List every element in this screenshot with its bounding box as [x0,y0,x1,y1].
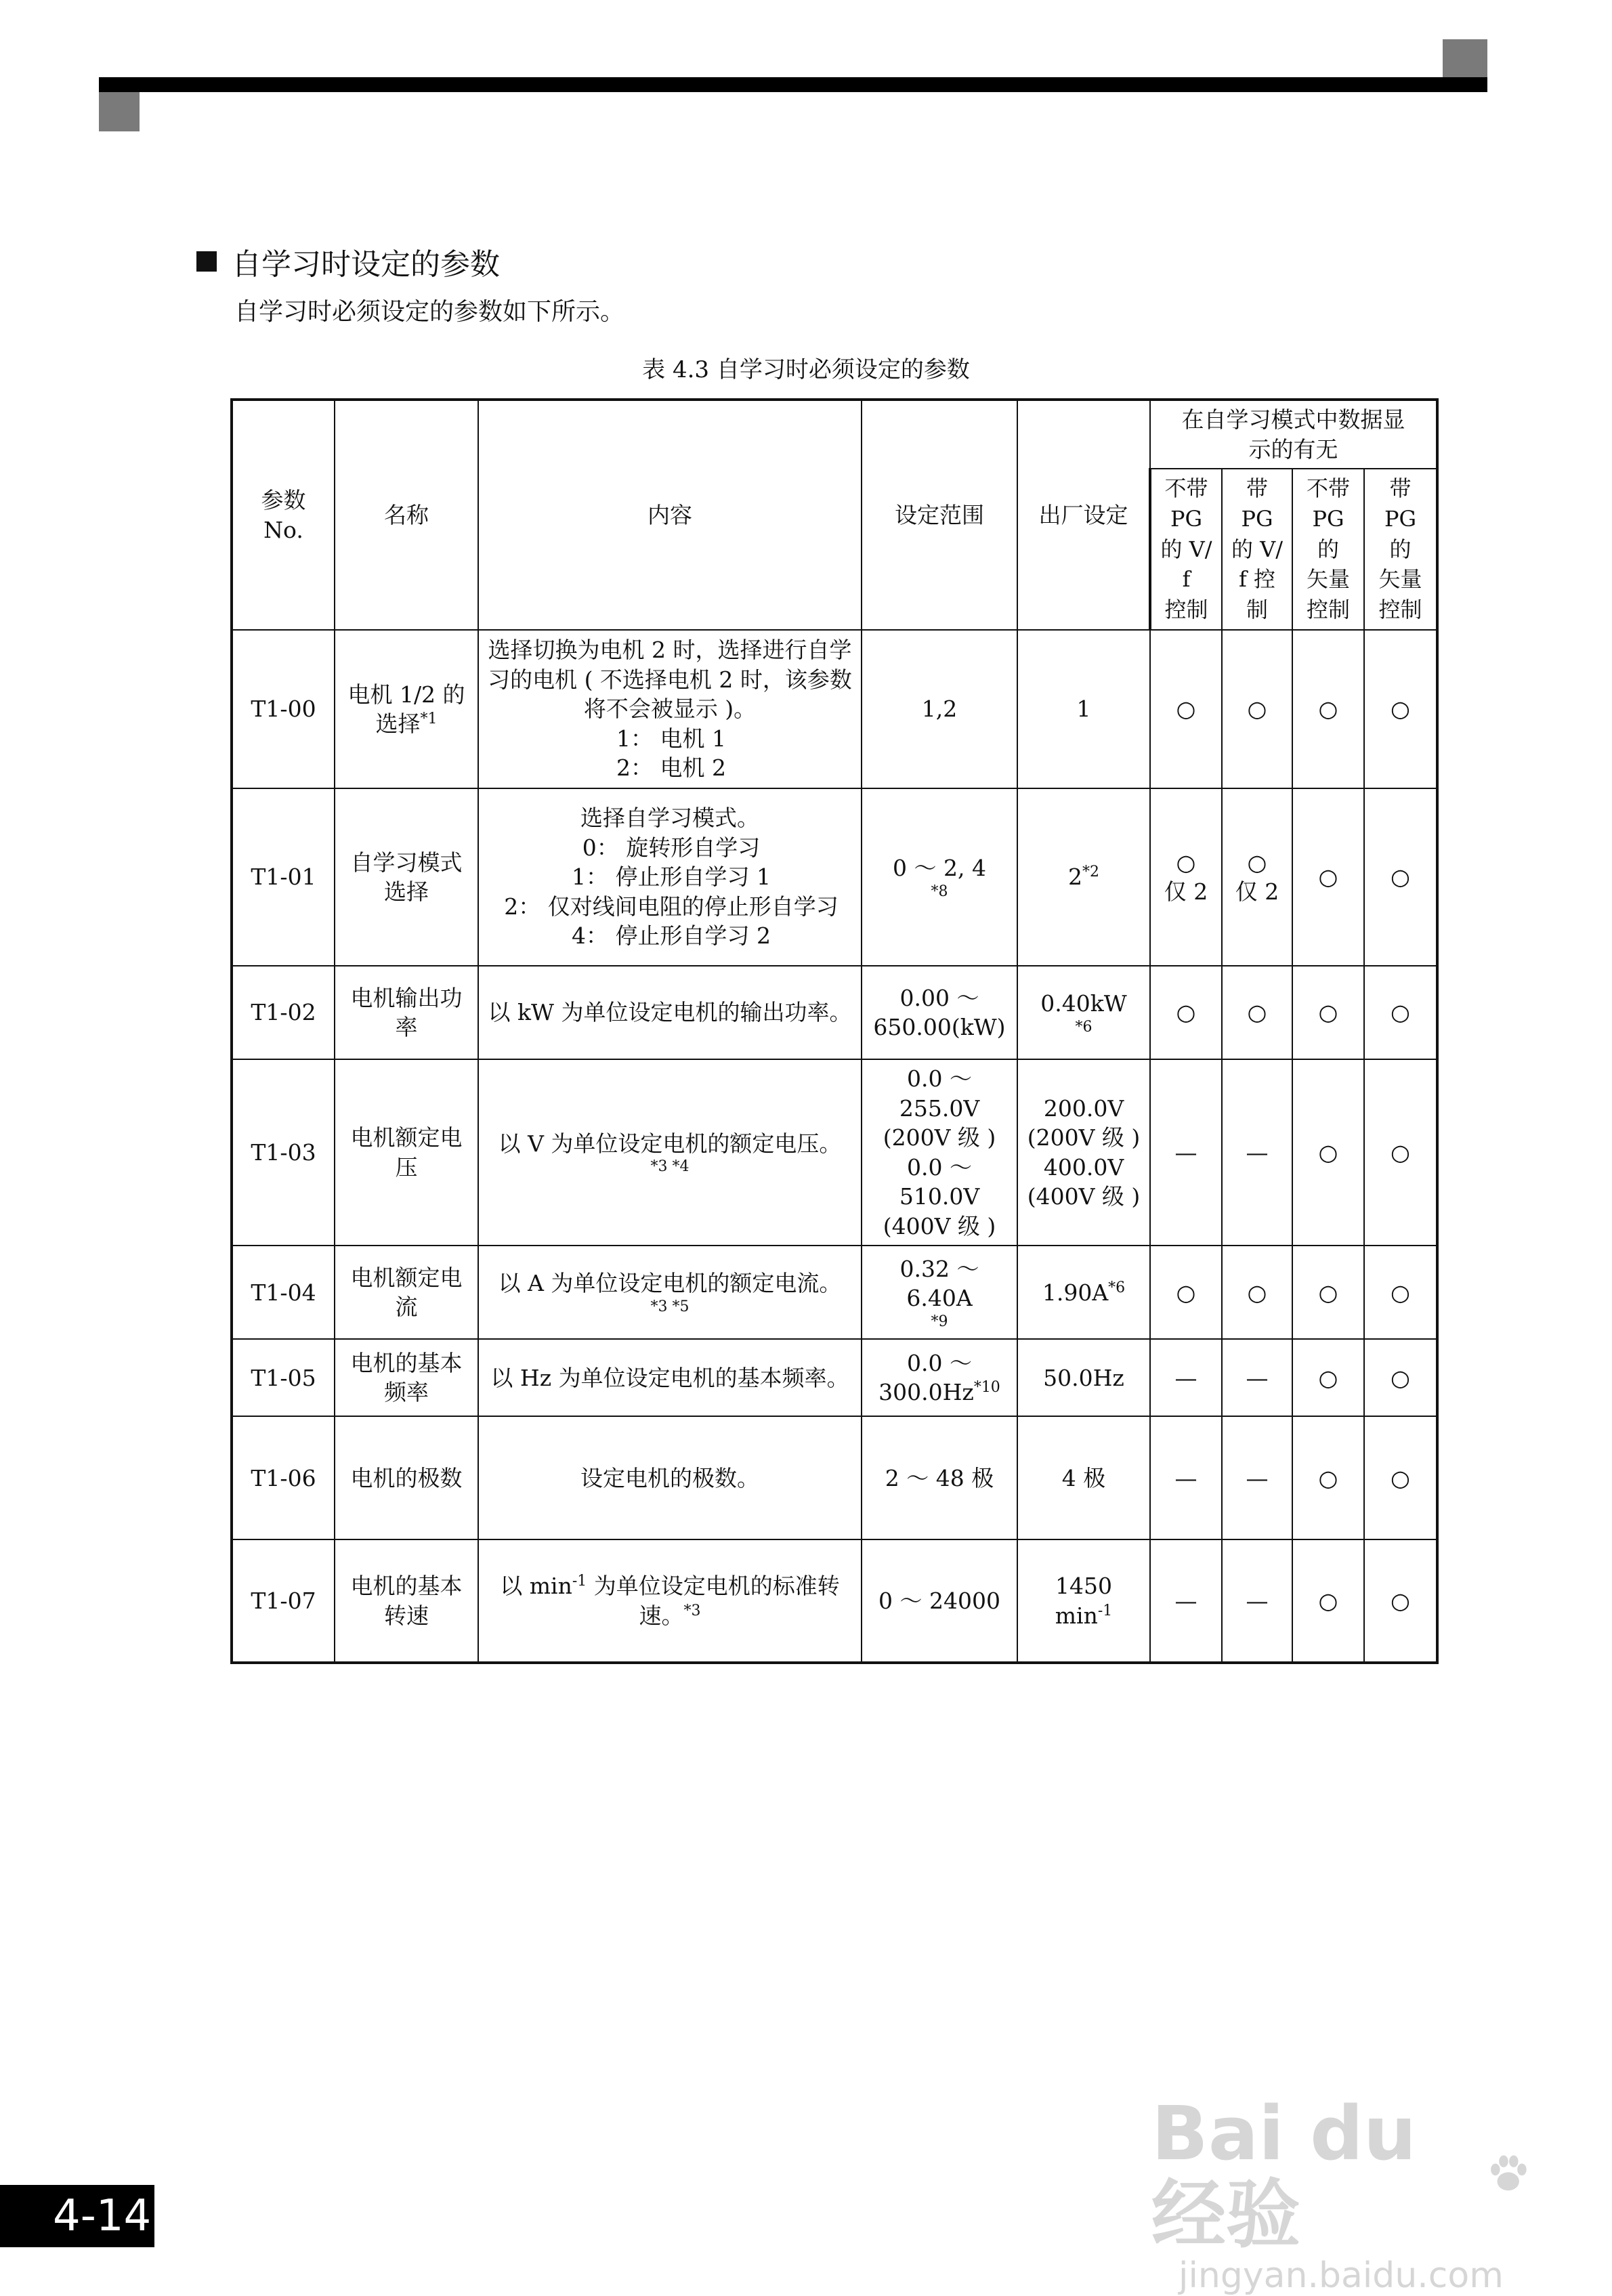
watermark-main [1151,2090,1531,2258]
display-mark-cell-4: ○ [1364,630,1437,788]
param-range-cell: 0.32 ～ 6.40A *9 [862,1246,1017,1339]
display-mark-cell-3: ○ [1292,1059,1364,1246]
display-mark-cell-4: ○ [1364,1246,1437,1339]
display-mark-cell-2: ○ [1222,966,1292,1059]
watermark [1151,2090,1531,2296]
param-name-cell: 电机额定电压 [335,1059,478,1246]
table-row [232,1416,1437,1539]
display-mark-cell-1: — [1150,1339,1222,1416]
header-range: 设定范围 [862,400,1017,630]
param-no-cell: T1-03 [232,1059,335,1246]
display-mark-cell-4: ○ [1364,1059,1437,1246]
param-content-cell: 以 Hz 为单位设定电机的基本频率。 [478,1339,862,1416]
table-row [232,1339,1437,1416]
display-mark-cell-1: — [1150,1059,1222,1246]
header-sub-2: 带 PG 的 V/ f 控 制 [1222,469,1292,630]
header-display-group: 在自学习模式中数据显 示的有无 [1150,400,1437,469]
param-range-cell: 1,2 [862,630,1017,788]
display-mark-cell-2: — [1222,1416,1292,1539]
table-row [232,1246,1437,1339]
display-mark-cell-1: ○ [1150,1246,1222,1339]
param-content-cell: 设定电机的极数。 [478,1416,862,1539]
param-content-cell: 以 A 为单位设定电机的额定电流。 *3 *5 [478,1246,862,1339]
display-mark-cell-2: ○ [1222,1246,1292,1339]
param-range-cell: 0.00 ～ 650.00(kW) [862,966,1017,1059]
display-mark-cell-4: ○ [1364,1339,1437,1416]
param-name-cell: 电机的基本转速 [335,1539,478,1663]
display-mark-cell-3: ○ [1292,966,1364,1059]
display-mark-cell-2: ○ 仅 2 [1222,788,1292,966]
param-no-cell: T1-00 [232,630,335,788]
param-content-cell: 选择切换为电机 2 时，选择进行自学习的电机 ( 不选择电机 2 时，该参数将不会被显示 )。 1： 电机 1 2： 电机 2 [478,630,862,788]
display-mark-cell-3: ○ [1292,788,1364,966]
display-mark-cell-1: ○ [1150,966,1222,1059]
param-factory-cell: 1450 min$^{-1}$ [1017,1539,1150,1663]
table-row [232,966,1437,1059]
param-content-cell: 选择自学习模式。 0： 旋转形自学习 1： 停止形自学习 1 2： 仅对线间电阻的停止形自学习 4： 停止形自学习 2 [478,788,862,966]
header-tab-square-right [1443,39,1487,77]
param-name-cell: 电机额定电流 [335,1246,478,1339]
section-heading-text: 自学习时设定的参数 [232,247,500,282]
display-mark-cell-3: ○ [1292,1539,1364,1663]
param-name-cell: 电机的基本频率 [335,1339,478,1416]
param-no-cell: T1-05 [232,1339,335,1416]
param-name-cell: 电机 1/2 的选择$^{*1}$ [335,630,478,788]
section-heading [196,240,500,283]
page-number: 4-14 [0,2185,154,2247]
table-caption: 表 4.3 自学习时必须设定的参数 [642,356,970,383]
header-rule [99,77,1487,92]
display-mark-cell-1: — [1150,1539,1222,1663]
display-mark-cell-3: ○ [1292,1246,1364,1339]
display-mark-cell-4: ○ [1364,1416,1437,1539]
param-factory-cell: 4 极 [1017,1416,1150,1539]
param-no-cell: T1-01 [232,788,335,966]
display-mark-cell-2: — [1222,1539,1292,1663]
section-intro: 自学习时必须设定的参数如下所示。 [234,298,625,326]
display-mark-cell-3: ○ [1292,1416,1364,1539]
param-factory-cell: 0.40kW *6 [1017,966,1150,1059]
param-no-cell: T1-04 [232,1246,335,1339]
header-name: 名称 [335,400,478,630]
header-content: 内容 [478,400,862,630]
table-row [232,630,1437,788]
param-range-cell: 0 ～ 2, 4 *8 [862,788,1017,966]
display-mark-cell-2: — [1222,1059,1292,1246]
header-sub-3: 不带 PG 的 矢量 控制 [1292,469,1364,630]
param-factory-cell: 1 [1017,630,1150,788]
table-row [232,788,1437,966]
param-content-cell: 以 min$^{-1}$ 为单位设定电机的标准转速。$^{*3}$ [478,1539,862,1663]
parameter-table [230,398,1439,1664]
param-range-cell: 0 ～ 24000 [862,1539,1017,1663]
param-range-cell: 0.0 ～ 255.0V (200V 级 ) 0.0 ～ 510.0V (400V 级 ) [862,1059,1017,1246]
param-content-cell: 以 kW 为单位设定电机的输出功率。 [478,966,862,1059]
header-param-no: 参数 No. [232,400,335,630]
display-mark-cell-1: — [1150,1416,1222,1539]
param-factory-cell: 2$^{*2}$ [1017,788,1150,966]
header-tab-square-left [99,92,140,131]
display-mark-cell-1: ○ 仅 2 [1150,788,1222,966]
display-mark-cell-4: ○ [1364,788,1437,966]
watermark-main-text: Bai du 经验 [1151,2090,1417,2258]
square-bullet-icon [196,251,217,272]
watermark-sub: jingyan.baidu.com [1179,2255,1504,2296]
display-mark-cell-2: ○ [1222,630,1292,788]
param-name-cell: 自学习模式选择 [335,788,478,966]
header-factory: 出厂设定 [1017,400,1150,630]
table-row [232,1059,1437,1246]
display-mark-cell-4: ○ [1364,966,1437,1059]
display-mark-cell-3: ○ [1292,630,1364,788]
header-sub-4: 带 PG 的 矢量 控制 [1364,469,1437,630]
param-range-cell: 0.0 ～ 300.0Hz$^{*10}$ [862,1339,1017,1416]
display-mark-cell-2: — [1222,1339,1292,1416]
display-mark-cell-1: ○ [1150,630,1222,788]
param-content-cell: 以 V 为单位设定电机的额定电压。 *3 *4 [478,1059,862,1246]
param-name-cell: 电机输出功率 [335,966,478,1059]
param-factory-cell: 200.0V (200V 级 ) 400.0V (400V 级 ) [1017,1059,1150,1246]
param-no-cell: T1-02 [232,966,335,1059]
param-no-cell: T1-07 [232,1539,335,1663]
display-mark-cell-3: ○ [1292,1339,1364,1416]
paw-icon [1485,2144,1531,2205]
param-factory-cell: 50.0Hz [1017,1339,1150,1416]
param-factory-cell: 1.90A$^{*6}$ [1017,1246,1150,1339]
param-name-cell: 电机的极数 [335,1416,478,1539]
header-sub-1: 不带 PG 的 V/ f 控制 [1150,469,1222,630]
param-range-cell: 2 ～ 48 极 [862,1416,1017,1539]
param-no-cell: T1-06 [232,1416,335,1539]
display-mark-cell-4: ○ [1364,1539,1437,1663]
table-row [232,1539,1437,1663]
